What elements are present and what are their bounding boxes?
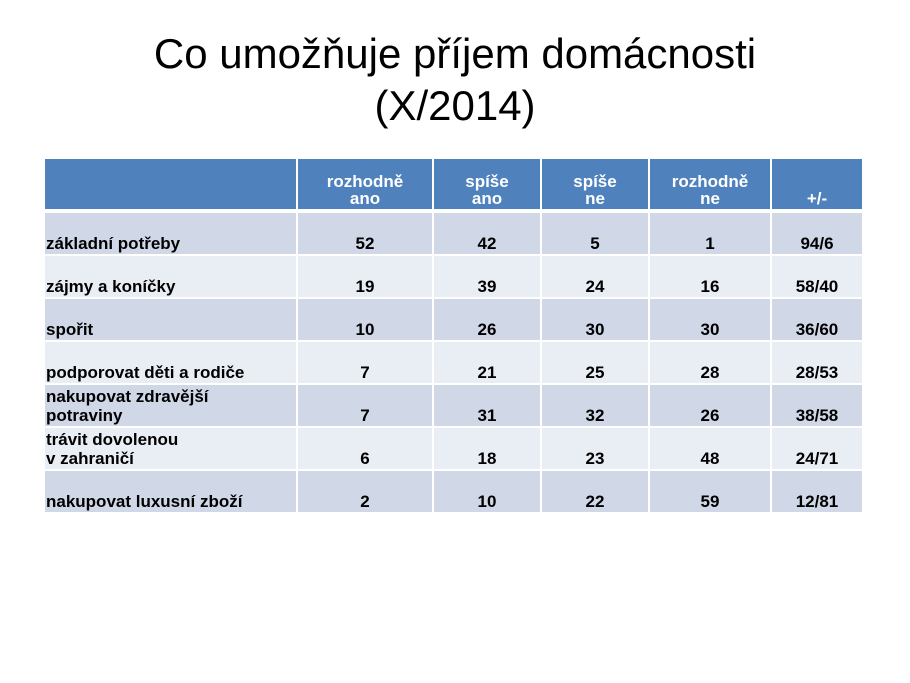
row-label-line-2: potraviny: [46, 406, 123, 425]
column-header-line-2: ano: [349, 189, 381, 208]
row-label-line-1: nakupovat zdravější: [46, 387, 209, 406]
table-cell: 28/53: [772, 342, 864, 385]
column-header-line-1: rozhodně: [326, 172, 404, 191]
column-header: [298, 159, 434, 211]
table-cell: 31: [434, 385, 542, 428]
row-label-line-1: podporovat děti a rodiče: [46, 363, 245, 382]
table-cell: 26: [434, 299, 542, 342]
row-label-line-2: v zahraničí: [46, 449, 134, 468]
table-cell: 30: [542, 299, 650, 342]
table-cell: 94/6: [772, 213, 864, 256]
row-label-line-1: základní potřeby: [46, 234, 181, 253]
table-cell: 32: [542, 385, 650, 428]
table-cell: 24/71: [772, 428, 864, 471]
table-cell: 30: [650, 299, 772, 342]
row-label: [45, 256, 298, 299]
column-header-line-1: spíše: [573, 172, 617, 191]
table-row: [45, 299, 864, 342]
table-cell: 12/81: [772, 471, 864, 514]
column-header-line-1: rozhodně: [671, 172, 749, 191]
table-cell: 26: [650, 385, 772, 428]
row-label: [45, 213, 298, 256]
table-cell: 1: [650, 213, 772, 256]
table-row: [45, 342, 864, 385]
row-label-line-1: spořit: [46, 320, 94, 339]
table-cell: 10: [298, 299, 434, 342]
row-label: [45, 342, 298, 385]
table-cell: 39: [434, 256, 542, 299]
title-line-1: Co umožňuje příjem domácnosti: [153, 30, 757, 77]
table-row: [45, 213, 864, 256]
page-title: [0, 28, 910, 132]
table-row: [45, 256, 864, 299]
table-cell: 25: [542, 342, 650, 385]
column-header-line-2: ano: [471, 189, 503, 208]
table-row: [45, 471, 864, 514]
table-row: [45, 428, 864, 471]
table-cell: 48: [650, 428, 772, 471]
table-cell: 10: [434, 471, 542, 514]
table-cell: 18: [434, 428, 542, 471]
table-cell: 52: [298, 213, 434, 256]
row-label-line-1: trávit dovolenou: [46, 430, 179, 449]
survey-table: [45, 159, 864, 514]
column-header-line-2: ne: [585, 189, 605, 208]
table-cell: 38/58: [772, 385, 864, 428]
row-label: [45, 299, 298, 342]
row-label: [45, 428, 298, 471]
row-label: [45, 471, 298, 514]
column-header: [772, 159, 864, 211]
column-header: [434, 159, 542, 211]
table-cell: 7: [298, 385, 434, 428]
table-cell: 59: [650, 471, 772, 514]
table-cell: 58/40: [772, 256, 864, 299]
table-cell: 22: [542, 471, 650, 514]
table-cell: 21: [434, 342, 542, 385]
row-label: [45, 385, 298, 428]
row-label-line-1: zájmy a koníčky: [46, 277, 176, 296]
table-row: [45, 385, 864, 428]
table-cell: 19: [298, 256, 434, 299]
table-cell: 23: [542, 428, 650, 471]
table-cell: 6: [298, 428, 434, 471]
table-cell: 5: [542, 213, 650, 256]
table-cell: 16: [650, 256, 772, 299]
table-header-row: [45, 159, 864, 211]
header-empty-cell: [45, 159, 298, 211]
column-header: [542, 159, 650, 211]
table-cell: 36/60: [772, 299, 864, 342]
column-header: [650, 159, 772, 211]
table-cell: 24: [542, 256, 650, 299]
table-cell: 28: [650, 342, 772, 385]
title-line-2: (X/2014): [374, 82, 536, 129]
table-cell: 2: [298, 471, 434, 514]
row-label-line-1: nakupovat luxusní zboží: [46, 492, 243, 511]
column-header-line-2: ne: [700, 189, 720, 208]
column-header-line-1: spíše: [465, 172, 509, 191]
table-cell: 7: [298, 342, 434, 385]
table-cell: 42: [434, 213, 542, 256]
column-header-line-2: +/-: [806, 189, 828, 208]
